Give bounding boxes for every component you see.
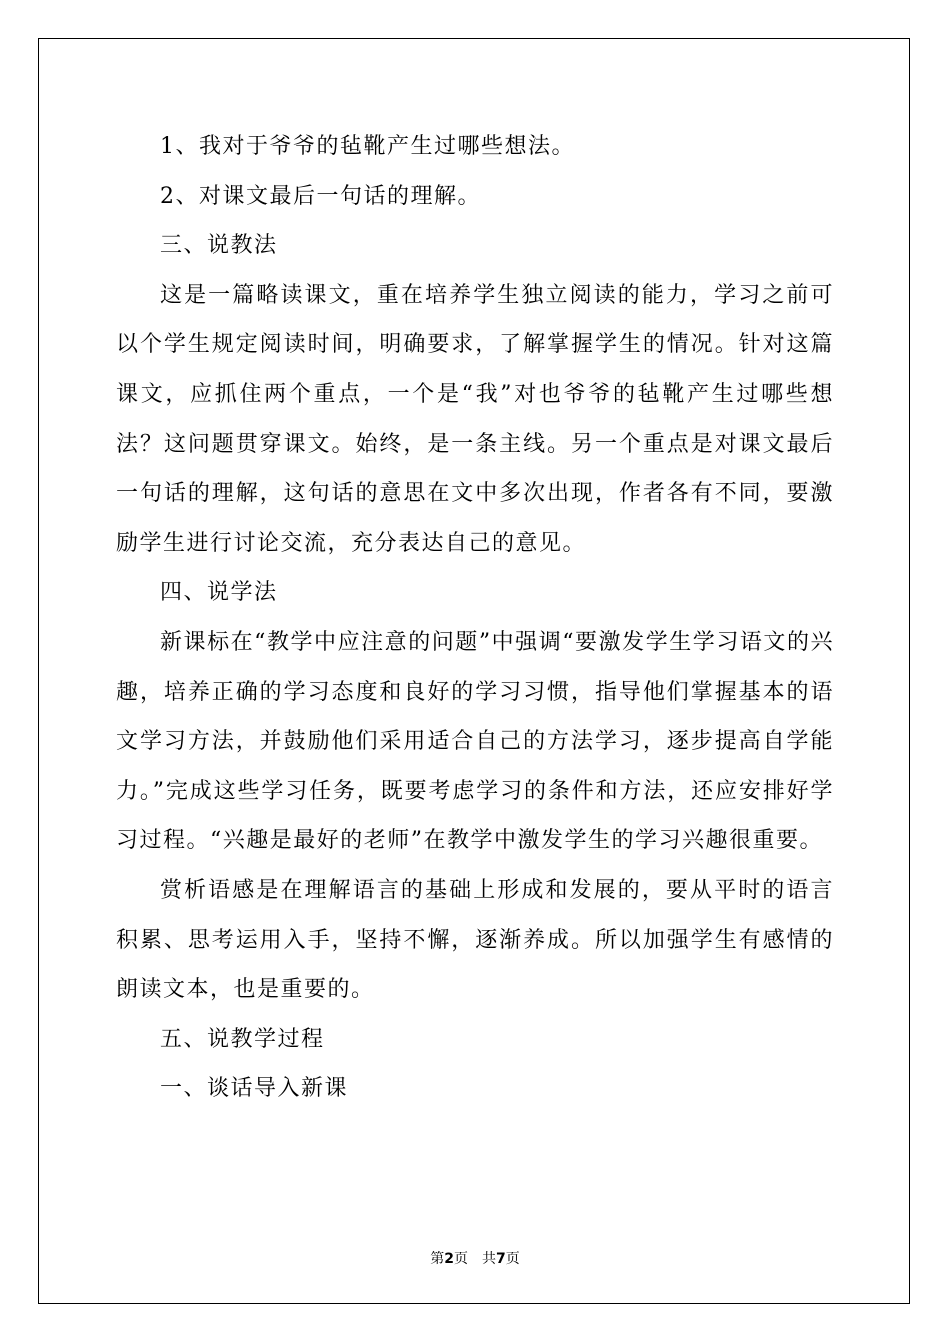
- paragraph-question-2: 2、对课文最后一句话的理解。: [160, 183, 481, 209]
- page-label-prefix: 第: [430, 1251, 445, 1267]
- page-footer: [0, 1248, 950, 1268]
- total-label-suffix: 页: [505, 1251, 520, 1267]
- subsection-heading-intro: 一、谈话导入新课: [160, 1076, 349, 1102]
- page-label-suffix: 页: [454, 1251, 468, 1267]
- paragraph-question-1: 1、我对于爷爷的毡靴产生过哪些想法。: [160, 134, 575, 159]
- paragraph-teaching-method: 这是一篇略读课文，重在培养学生独立阅读的能力，学习之前可以个学生规定阅读时间，明确要求，了解掌握学生的情况。针对这篇课文，应抓住两个重点，一个是“我”对也爷爷的毡靴产生过哪些想法？这问题贯穿课文。始终，是一条主线。另一个重点是对课文最后一句话的理解，这句话的意思在文中多次出现，作者各有不同，要激励学生进行讨论交流，充分表达自己的意见。: [116, 282, 834, 556]
- paragraph-language-sense: 赏析语感是在理解语言的基础上形成和发展的，要从平时的语言积累、思考运用入手，坚持不懈，逐渐养成。所以加强学生有感情的朗读文本，也是重要的。: [116, 877, 834, 1003]
- total-label-prefix: 共: [482, 1251, 496, 1267]
- document-body: [116, 122, 834, 1114]
- section-heading-teaching-method: 三、说教法: [160, 233, 278, 259]
- page-number: 2: [444, 1251, 454, 1267]
- section-heading-teaching-process: 五、说教学过程: [160, 1026, 325, 1052]
- paragraph-curriculum-standard: 新课标在“教学中应注意的问题”中强调“要激发学生学习语文的兴趣，培养正确的学习态度和良好的学习习惯，指导他们掌握基本的语文学习方法，并鼓励他们采用适合自己的方法学习，逐步提高自学能力。”完成这些学习任务，既要考虑学习的条件和方法，还应安排好学习过程。“兴趣是最好的老师”在教学中激发学生的学习兴趣很重要。: [116, 629, 834, 854]
- total-pages: 7: [496, 1251, 506, 1267]
- section-heading-learning-method: 四、说学法: [160, 580, 278, 606]
